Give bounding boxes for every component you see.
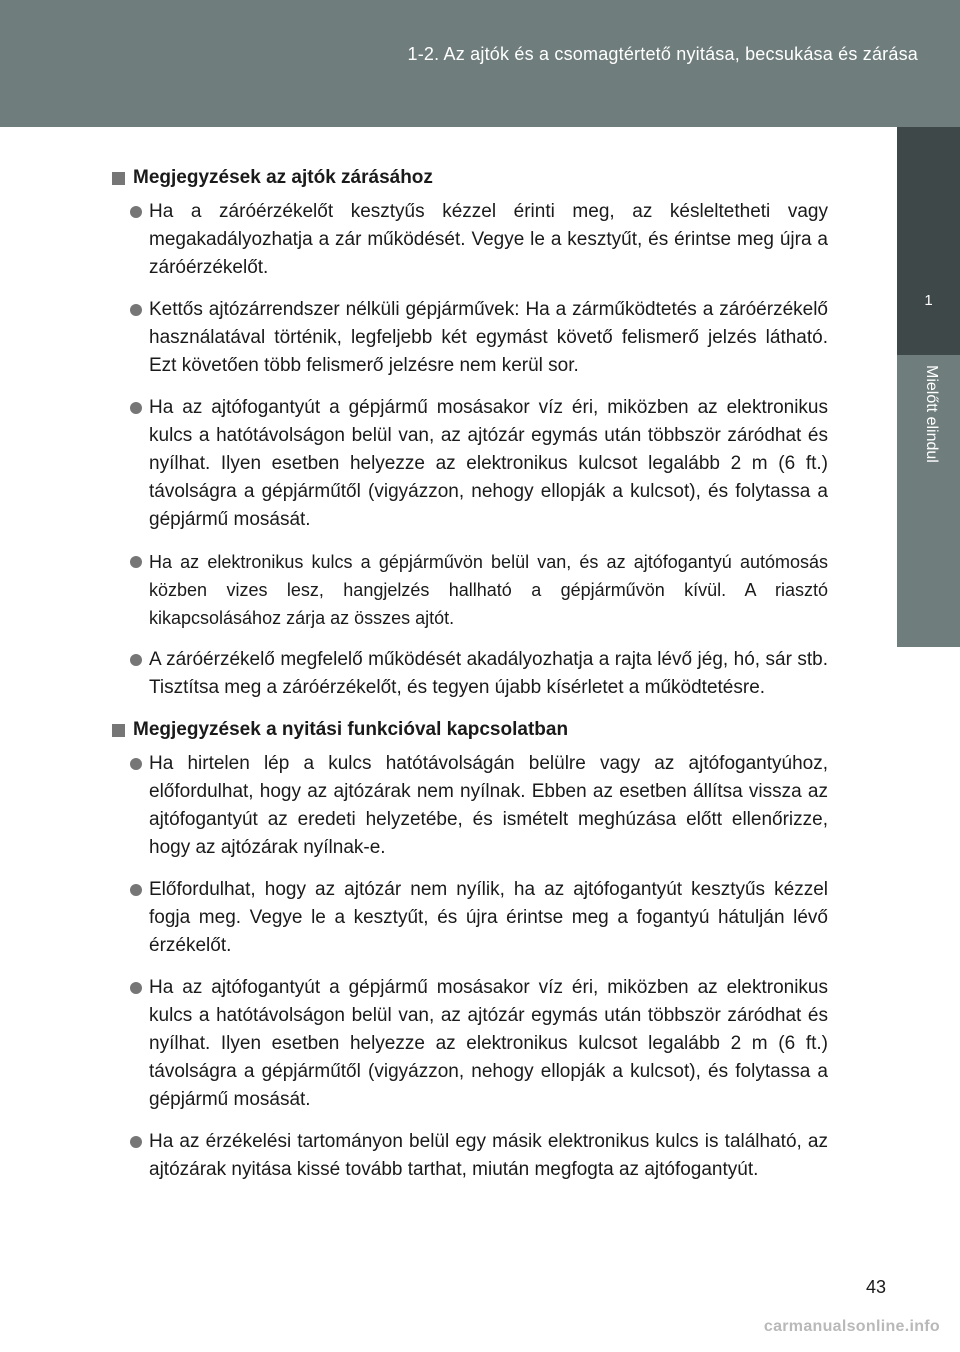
list-item-text: Ha az ajtófogantyút a gépjármű mosásakor víz éri, miközben az elektronikus kulcs a hatótávolságon belül van, az ajtózár egymás után többször záródhat és nyílhat. Ilyen esetben helyezze az elektronikus kulcsot legalább 2 m (6 ft.) távolságra a gépjárműtől (vigyázzon, nehogy ellopják a kulcsot), és folytassa a gépjármű mosását. [149,397,828,530]
chapter-title: 1-2. Az ajtók és a csomagtértető nyitása, becsukása és zárása [407,44,918,64]
list-item [112,548,828,632]
list-item-text: Ha az érzékelési tartományon belül egy másik elektronikus kulcs is található, az ajtózárak nyitása kissé tovább tarthat, miután megfogta az ajtófogantyút. [149,1131,828,1180]
section-heading-text: Megjegyzések a nyitási funkcióval kapcsolatban [133,719,569,740]
chapter-label: Mielőtt elindul [923,365,940,463]
list-item [112,394,828,534]
square-bullet-icon [112,724,125,737]
circle-bullet-icon [130,758,142,770]
list-item-text: A záróérzékelő megfelelő működését akadályozhatja a rajta lévő jég, hó, sár stb. Tisztítsa meg a záróérzékelőt, és tegyen újabb kísérletet a működtetésre. [149,649,828,698]
chapter-tab [897,127,960,355]
list-item-text: Ha a záróérzékelőt kesztyűs kézzel érinti meg, az késleltetheti vagy megakadályozhatja a zár működését. Vegye le a kesztyűt, és érintse meg újra a záróérzékelőt. [149,201,828,278]
list-item-text: Ha az ajtófogantyút a gépjármű mosásakor víz éri, miközben az elektronikus kulcs a hatótávolságon belül van, az ajtózár egymás után többször záródhat és nyílhat. Ilyen esetben helyezze az elektronikus kulcsot legalább 2 m (6 ft.) távolságra a gépjárműtől (vigyázzon, nehogy ellopják a kulcsot), és folytassa a gépjármű mosását. [149,977,828,1110]
circle-bullet-icon [130,206,142,218]
list-item [112,646,828,702]
square-bullet-icon [112,172,125,185]
list-item-text: Előfordulhat, hogy az ajtózár nem nyílik, ha az ajtófogantyút kesztyűs kézzel fogja meg. Vegye le a kesztyűt, és újra érintse meg a fogantyú hátulján lévő érzékelőt. [149,879,828,956]
page-number: 43 [865,1277,886,1297]
list-item [112,876,828,960]
list-item-text: Ha hirtelen lép a kulcs hatótávolságán belülre vagy az ajtófogantyúhoz, előfordulhat, hogy az ajtózárak nem nyílnak. Ebben az esetben állítsa vissza az ajtófogantyút az eredeti helyzetébe, és ismételt meghúzása előtt ellenőrizze, hogy az ajtózárak nyílnak-e. [149,753,828,858]
watermark-text: carmanualsonline.info [763,1318,940,1335]
list-item [112,296,828,380]
circle-bullet-icon [130,304,142,316]
list-item [112,750,828,862]
list-item [112,198,828,282]
section-heading-opening [112,716,828,744]
list-item [112,974,828,1114]
circle-bullet-icon [130,1136,142,1148]
circle-bullet-icon [130,982,142,994]
circle-bullet-icon [130,884,142,896]
circle-bullet-icon [130,654,142,666]
circle-bullet-icon [130,556,142,568]
section-heading-text: Megjegyzések az ajtók zárásához [133,167,433,188]
list-item-text: Kettős ajtózárrendszer nélküli gépjárművek: Ha a zárműködtetés a záróérzékelő használatával történik, legfeljebb két egymást követő felismerő jelzés látható. Ezt követően több felismerő jelzésre nem kerül sor. [149,299,828,376]
section-heading-locking [112,164,828,192]
chapter-number: 1 [924,292,933,309]
list-item [112,1128,828,1184]
page-content [112,164,828,1198]
list-item-text: Ha az elektronikus kulcs a gépjárművön belül van, és az ajtófogantyú autómosás közben vizes lesz, hangjelzés hallható a gépjárművön kívül. A riasztó kikapcsolásához zárja az összes ajtót. [149,552,828,628]
circle-bullet-icon [130,402,142,414]
